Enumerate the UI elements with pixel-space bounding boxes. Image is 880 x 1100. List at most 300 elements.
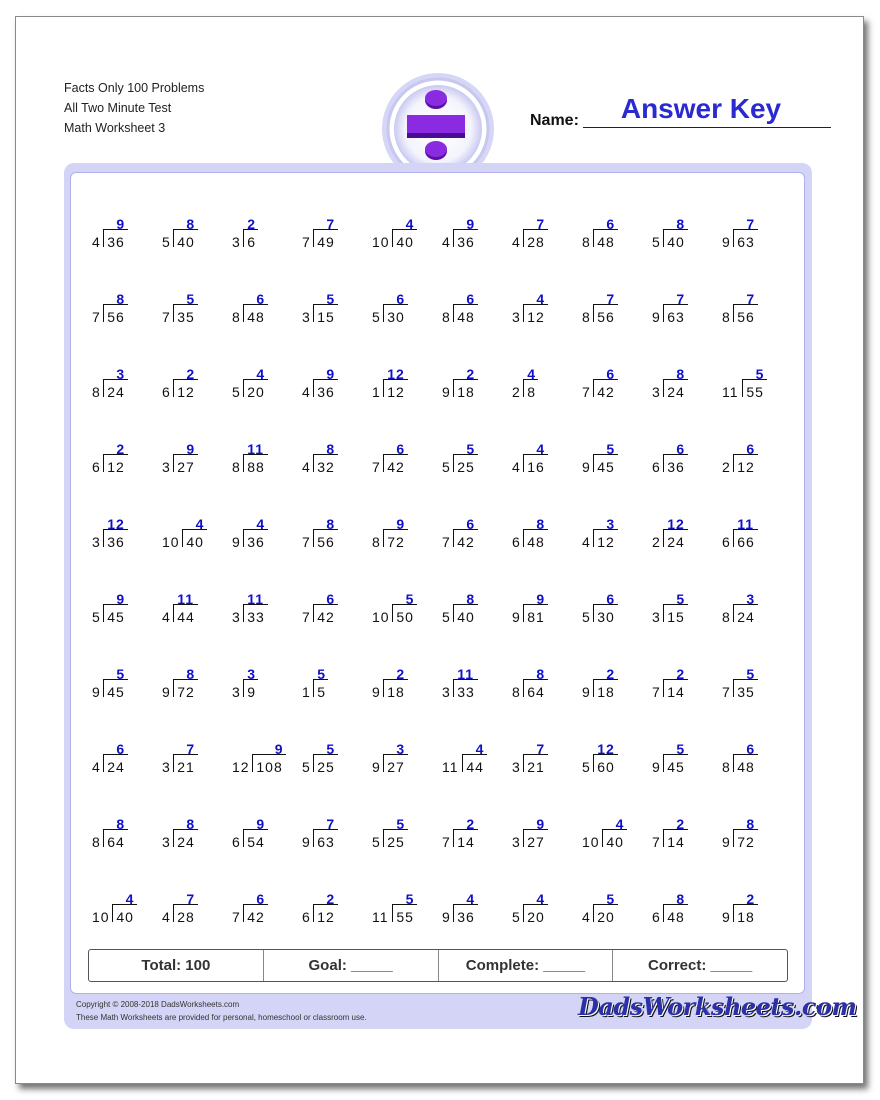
quotient-answer: 7 (536, 741, 546, 757)
divisor: 11 (722, 384, 739, 400)
division-bracket (173, 454, 175, 472)
division-bracket (523, 829, 525, 847)
division-problem (648, 587, 716, 629)
vinculum-line (602, 829, 626, 830)
division-problem (438, 812, 506, 854)
quotient-answer: 11 (247, 441, 264, 457)
dividend: 42 (597, 384, 615, 400)
division-problem (578, 812, 646, 854)
divisor: 3 (162, 459, 171, 475)
vinculum-line (523, 754, 547, 755)
division-bracket (453, 529, 455, 547)
dividend: 55 (746, 384, 764, 400)
division-bracket (453, 904, 455, 922)
vinculum-line (462, 754, 486, 755)
quotient-answer: 12 (597, 741, 615, 757)
divisor: 10 (372, 609, 390, 625)
dividend: 64 (527, 684, 545, 700)
division-problem (718, 287, 786, 329)
quotient-answer: 6 (746, 441, 756, 457)
divisor: 3 (232, 609, 241, 625)
dividend: 56 (107, 309, 125, 325)
vinculum-line (593, 529, 617, 530)
divisor: 4 (302, 384, 311, 400)
division-problem (718, 212, 786, 254)
division-problem (438, 887, 506, 929)
divisor: 7 (232, 909, 241, 925)
quotient-answer: 6 (326, 591, 336, 607)
division-problem (298, 587, 366, 629)
divisor: 4 (512, 459, 521, 475)
divisor: 6 (92, 459, 101, 475)
division-problem (158, 587, 226, 629)
dividend: 30 (597, 609, 615, 625)
dividend: 28 (527, 234, 545, 250)
divisor: 9 (722, 834, 731, 850)
vinculum-line (103, 754, 127, 755)
quotient-answer: 3 (247, 666, 256, 682)
division-problem (228, 812, 296, 854)
division-problem (88, 512, 156, 554)
quotient-answer: 6 (606, 366, 616, 382)
dividend: 12 (177, 384, 195, 400)
divisor: 8 (232, 459, 241, 475)
quotient-answer: 5 (326, 291, 336, 307)
division-bracket (383, 679, 385, 697)
division-problem (438, 287, 506, 329)
divisor: 8 (582, 234, 591, 250)
quotient-answer: 2 (676, 666, 686, 682)
divisor: 9 (372, 684, 381, 700)
quotient-answer: 7 (746, 291, 756, 307)
vinculum-line (523, 304, 547, 305)
quotient-answer: 4 (125, 891, 135, 907)
quotient-answer: 11 (737, 516, 754, 532)
vinculum-line (733, 229, 757, 230)
dividend: 24 (107, 384, 125, 400)
vinculum-line (593, 304, 617, 305)
division-bracket (663, 829, 665, 847)
division-problem (578, 287, 646, 329)
division-bracket (313, 379, 315, 397)
division-problem (228, 287, 296, 329)
quotient-answer: 2 (466, 366, 476, 382)
divisor: 5 (232, 384, 241, 400)
division-problem (438, 737, 506, 779)
vinculum-line (733, 454, 757, 455)
divisor: 3 (442, 684, 451, 700)
dividend: 18 (737, 909, 755, 925)
division-bracket (593, 454, 595, 472)
division-bracket (313, 229, 315, 247)
vinculum-line (593, 904, 617, 905)
division-problem (88, 362, 156, 404)
division-bracket (383, 379, 385, 397)
vinculum-line (392, 604, 416, 605)
divisor: 9 (302, 834, 311, 850)
dividend: 42 (457, 534, 475, 550)
division-problem (508, 437, 576, 479)
division-bracket (243, 454, 245, 472)
dividend: 20 (527, 909, 545, 925)
divisor: 3 (232, 234, 241, 250)
division-problem (298, 437, 366, 479)
vinculum-line (593, 604, 617, 605)
quotient-answer: 11 (177, 591, 194, 607)
goal-field[interactable]: Goal: _____ (264, 950, 439, 981)
division-bracket (462, 754, 464, 772)
division-problem (438, 587, 506, 629)
division-problem (368, 887, 436, 929)
dividend: 27 (387, 759, 405, 775)
quotient-answer: 8 (326, 441, 336, 457)
divisor: 9 (652, 309, 661, 325)
vinculum-line (103, 379, 127, 380)
total-field: Total: 100 (89, 950, 264, 981)
vinculum-line (112, 904, 136, 905)
division-bracket (103, 304, 105, 322)
divisor: 5 (512, 909, 521, 925)
divisor: 4 (442, 234, 451, 250)
divisor: 7 (302, 534, 311, 550)
division-problem (88, 287, 156, 329)
dividend: 8 (527, 384, 536, 400)
dividend: 24 (177, 834, 195, 850)
dividend: 60 (597, 759, 615, 775)
quotient-answer: 9 (274, 741, 284, 757)
dividend: 14 (457, 834, 475, 850)
quotient-answer: 9 (396, 516, 406, 532)
division-bracket (523, 304, 525, 322)
divisor: 7 (162, 309, 171, 325)
divisor: 10 (162, 534, 180, 550)
divisor: 8 (92, 384, 101, 400)
divisor: 8 (722, 309, 731, 325)
vinculum-line (453, 454, 477, 455)
division-bracket (173, 604, 175, 622)
division-problem (88, 662, 156, 704)
vinculum-line (733, 679, 757, 680)
division-problem (718, 662, 786, 704)
dividend: 20 (247, 384, 265, 400)
division-bracket (523, 679, 525, 697)
division-bracket (243, 604, 245, 622)
division-problem (508, 287, 576, 329)
dividend: 36 (247, 534, 265, 550)
division-problem (88, 212, 156, 254)
vinculum-line (733, 754, 757, 755)
division-problem (508, 362, 576, 404)
dividend: 45 (667, 759, 685, 775)
division-bracket (453, 304, 455, 322)
correct-field[interactable]: Correct: _____ (648, 957, 753, 974)
vinculum-line (243, 829, 267, 830)
division-problem (158, 362, 226, 404)
division-bracket (593, 754, 595, 772)
divisor: 5 (302, 759, 311, 775)
quotient-answer: 9 (466, 216, 476, 232)
quotient-answer: 2 (746, 891, 756, 907)
vinculum-line (313, 604, 337, 605)
vinculum-line (663, 379, 687, 380)
quotient-answer: 9 (186, 441, 196, 457)
division-problem (228, 362, 296, 404)
quotient-answer: 4 (615, 816, 625, 832)
division-problem (578, 212, 646, 254)
division-problem (228, 437, 296, 479)
quotient-answer: 4 (256, 516, 266, 532)
division-problem (718, 437, 786, 479)
divisor: 10 (372, 234, 390, 250)
division-problem (718, 887, 786, 929)
quotient-answer: 11 (247, 591, 264, 607)
division-problem (718, 362, 786, 404)
name-line[interactable] (583, 127, 831, 128)
quotient-answer: 5 (676, 741, 686, 757)
worksheet-header (64, 78, 204, 138)
division-bracket (173, 829, 175, 847)
complete-field[interactable]: Complete: _____ (439, 950, 614, 981)
division-bracket (453, 454, 455, 472)
vinculum-line (523, 229, 547, 230)
divisor: 10 (582, 834, 600, 850)
vinculum-line (663, 229, 687, 230)
division-problem (578, 437, 646, 479)
quotient-answer: 5 (396, 816, 406, 832)
dividend: 63 (737, 234, 755, 250)
division-problem (578, 362, 646, 404)
divisor: 9 (652, 759, 661, 775)
quotient-answer: 5 (317, 666, 326, 682)
dividend: 36 (667, 459, 685, 475)
quotient-answer: 8 (186, 666, 196, 682)
vinculum-line (523, 379, 538, 380)
quotient-answer: 6 (466, 516, 476, 532)
vinculum-line (453, 679, 477, 680)
division-problem (228, 512, 296, 554)
divisor: 5 (162, 234, 171, 250)
divisor: 9 (372, 759, 381, 775)
quotient-answer: 7 (326, 816, 336, 832)
dividend: 12 (317, 909, 335, 925)
division-bracket (663, 604, 665, 622)
vinculum-line (103, 604, 127, 605)
divisor: 2 (652, 534, 661, 550)
divisor: 5 (92, 609, 101, 625)
divisor: 8 (92, 834, 101, 850)
division-bracket (103, 679, 105, 697)
division-problem (158, 287, 226, 329)
quotient-answer: 8 (676, 216, 686, 232)
vinculum-line (243, 229, 258, 230)
dividend: 40 (606, 834, 624, 850)
division-bracket (663, 304, 665, 322)
divisor: 7 (722, 684, 731, 700)
vinculum-line (593, 679, 617, 680)
division-problem (368, 287, 436, 329)
division-problem (368, 362, 436, 404)
division-bracket (173, 229, 175, 247)
division-bracket (392, 904, 394, 922)
division-bracket (663, 754, 665, 772)
vinculum-line (523, 679, 547, 680)
vinculum-line (103, 829, 127, 830)
divisor: 2 (512, 384, 521, 400)
division-bracket (593, 904, 595, 922)
quotient-answer: 4 (536, 891, 546, 907)
division-problem (88, 587, 156, 629)
vinculum-line (383, 829, 407, 830)
division-problem (298, 737, 366, 779)
division-problem (648, 887, 716, 929)
vinculum-line (593, 454, 617, 455)
dividend: 40 (667, 234, 685, 250)
vinculum-line (733, 529, 757, 530)
divisor: 9 (442, 909, 451, 925)
vinculum-line (313, 379, 337, 380)
division-problem (158, 812, 226, 854)
divisor: 11 (442, 759, 459, 775)
divisor: 9 (442, 384, 451, 400)
dividend: 81 (527, 609, 545, 625)
division-bracket (523, 604, 525, 622)
division-problem (508, 587, 576, 629)
dividend: 32 (317, 459, 335, 475)
dividend: 25 (387, 834, 405, 850)
quotient-answer: 5 (755, 366, 765, 382)
division-problem (718, 512, 786, 554)
division-bracket (103, 754, 105, 772)
quotient-answer: 4 (475, 741, 485, 757)
dividend: 44 (177, 609, 195, 625)
quotient-answer: 7 (186, 891, 196, 907)
division-problem (298, 662, 366, 704)
quotient-answer: 9 (536, 816, 546, 832)
quotient-answer: 3 (746, 591, 756, 607)
vinculum-line (313, 754, 337, 755)
divisor: 7 (92, 309, 101, 325)
vinculum-line (252, 754, 286, 755)
division-bracket (733, 454, 735, 472)
vinculum-line (313, 529, 337, 530)
division-bracket (383, 754, 385, 772)
divisor: 5 (372, 834, 381, 850)
division-bracket (663, 529, 665, 547)
division-bracket (663, 454, 665, 472)
division-problem (368, 737, 436, 779)
divisor: 9 (232, 534, 241, 550)
dividend: 30 (387, 309, 405, 325)
quotient-answer: 4 (527, 366, 536, 382)
division-problem (438, 437, 506, 479)
division-bracket (313, 304, 315, 322)
division-bracket (383, 454, 385, 472)
dividend: 45 (107, 684, 125, 700)
division-bracket (742, 379, 744, 397)
vinculum-line (383, 754, 407, 755)
vinculum-line (383, 379, 407, 380)
vinculum-line (103, 229, 127, 230)
vinculum-line (313, 304, 337, 305)
dividend: 55 (396, 909, 414, 925)
vinculum-line (733, 604, 757, 605)
division-problem (648, 512, 716, 554)
vinculum-line (383, 679, 407, 680)
header-title: Facts Only 100 Problems (64, 81, 205, 95)
quotient-answer: 4 (536, 441, 546, 457)
divisor: 3 (232, 684, 241, 700)
division-problem (298, 512, 366, 554)
divisor: 8 (372, 534, 381, 550)
division-problem (718, 737, 786, 779)
division-problem (508, 737, 576, 779)
division-problem (648, 362, 716, 404)
division-bracket (663, 379, 665, 397)
quotient-answer: 2 (676, 816, 686, 832)
dividend: 12 (597, 534, 615, 550)
vinculum-line (453, 229, 477, 230)
dividend: 24 (667, 384, 685, 400)
divisor: 3 (92, 534, 101, 550)
dividend: 36 (457, 909, 475, 925)
vinculum-line (453, 604, 477, 605)
division-problem (508, 662, 576, 704)
dividend: 15 (317, 309, 335, 325)
divisor: 3 (162, 834, 171, 850)
division-problem (298, 362, 366, 404)
dividend: 15 (667, 609, 685, 625)
vinculum-line (453, 529, 477, 530)
dividend: 6 (247, 234, 256, 250)
dividend: 12 (107, 459, 125, 475)
copyright (76, 998, 367, 1024)
quotient-answer: 8 (116, 816, 126, 832)
division-problem (578, 587, 646, 629)
division-bracket (733, 679, 735, 697)
dividend: 12 (527, 309, 545, 325)
division-bracket (243, 904, 245, 922)
quotient-answer: 6 (606, 591, 616, 607)
division-problem (88, 737, 156, 779)
divisor: 9 (162, 684, 171, 700)
copyright-line: Copyright © 2008-2018 DadsWorksheets.com (76, 1000, 240, 1009)
quotient-answer: 7 (326, 216, 336, 232)
dividend: 45 (597, 459, 615, 475)
vinculum-line (313, 904, 337, 905)
divisor: 7 (652, 684, 661, 700)
vinculum-line (243, 604, 267, 605)
vinculum-line (182, 529, 206, 530)
dividend: 36 (107, 534, 125, 550)
division-problem (158, 737, 226, 779)
divisor: 6 (512, 534, 521, 550)
quotient-answer: 9 (256, 816, 266, 832)
vinculum-line (453, 379, 477, 380)
divisor: 3 (162, 759, 171, 775)
vinculum-line (173, 754, 197, 755)
quotient-answer: 5 (405, 591, 415, 607)
vinculum-line (383, 529, 407, 530)
dividend: 66 (737, 534, 755, 550)
divisor: 3 (652, 384, 661, 400)
division-problem (368, 812, 436, 854)
division-bracket (733, 754, 735, 772)
division-bracket (453, 679, 455, 697)
vinculum-line (663, 904, 687, 905)
divisor: 12 (232, 759, 250, 775)
division-problem (298, 887, 366, 929)
vinculum-line (173, 829, 197, 830)
